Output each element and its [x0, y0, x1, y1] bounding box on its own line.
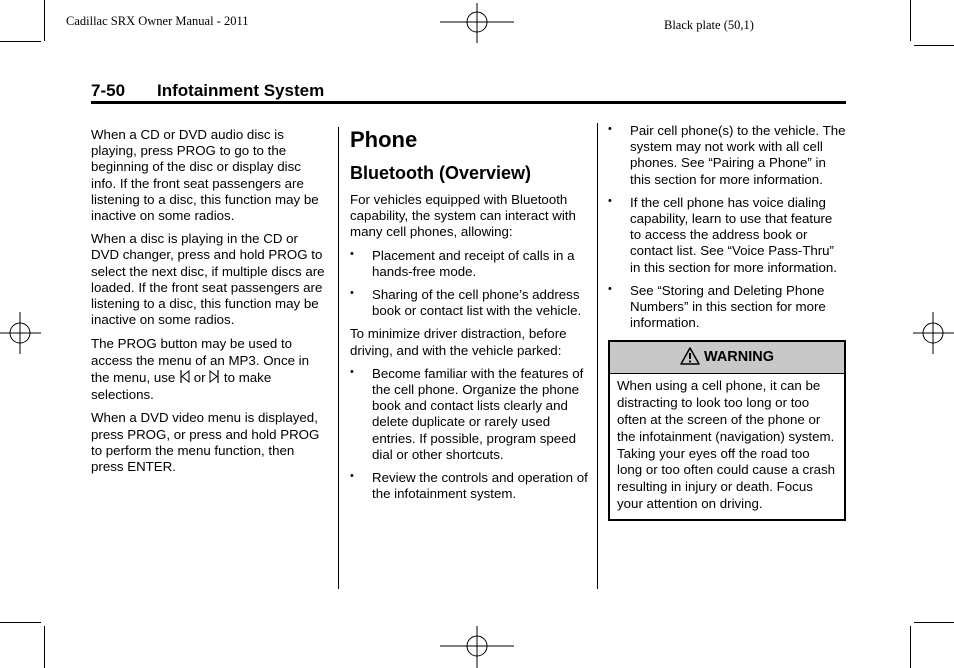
header-rule [91, 101, 846, 104]
bullet-list [350, 248, 590, 320]
phone-heading: Phone [350, 127, 418, 152]
plate-info: Black plate (50,1) [664, 18, 754, 32]
paragraph: When a CD or DVD audio disc is playing, press PROG to go to the beginning of the disc or display disc info. If the front seat passengers are listening to a disc, this function may be inactive on some radios. [91, 127, 319, 224]
warning-header [610, 342, 844, 374]
crop-mark-icon [910, 626, 911, 668]
paragraph: For vehicles equipped with Bluetooth capability, the system can interact with many cell phones, allowing: [350, 192, 576, 240]
bluetooth-heading: Bluetooth (Overview) [350, 163, 532, 183]
arrow-left-icon [179, 370, 190, 383]
crop-mark-icon [44, 0, 45, 41]
bullet-icon: • [608, 282, 612, 295]
crop-mark-icon [910, 0, 911, 41]
list-item: • Sharing of the cell phone’s address book or contact list with the vehicle. [350, 287, 582, 319]
list-item: • Review the controls and operation of the infotainment system. [350, 470, 588, 502]
column-2 [350, 127, 590, 509]
registration-target-icon [440, 626, 514, 668]
bullet-list [608, 123, 846, 331]
paragraph: The PROG button may be used to access the menu of an MP3. Once in the menu, use or to make selections. [91, 336, 310, 403]
section-heading [91, 81, 324, 101]
bullet-icon: • [350, 470, 354, 483]
crop-mark-icon [0, 41, 41, 42]
warning-text: When using a cell phone, it can be distracting to look too long or too often at the screen of the phone or the infotainment (navigation) system. Taking your eyes off the road too long or too often could cause a crash resulting in injury or death. Focus your attention on driving. [617, 378, 836, 512]
paragraph: To minimize driver distraction, before driving, and with the vehicle parked: [350, 326, 567, 358]
bullet-icon: • [608, 194, 612, 207]
section-title: Infotainment System [157, 81, 325, 100]
warning-triangle-icon [680, 347, 700, 365]
list-item: • Placement and receipt of calls in a hands-free mode. [350, 247, 575, 279]
manual-title: Cadillac SRX Owner Manual - 2011 [66, 14, 249, 28]
paragraph: When a DVD video menu is displayed, press PROG, or press and hold PROG to perform the menu function, then press ENTER. [91, 410, 320, 475]
list-item: • Become familiar with the features of the cell phone. Organize the phone book and contact lists clearly and delete duplicate or rarely used entries. If possible, program speed dial or other shortcuts. [350, 365, 584, 462]
crop-mark-icon [914, 622, 954, 623]
column-1 [91, 127, 329, 482]
bullet-icon: • [350, 247, 354, 260]
arrow-right-icon [209, 370, 220, 383]
column-divider [597, 123, 598, 589]
crop-mark-icon [0, 622, 41, 623]
bullet-icon: • [608, 123, 612, 135]
warning-box [608, 340, 846, 520]
registration-target-icon [440, 3, 514, 43]
paragraph: When a disc is playing in the CD or DVD changer, press and hold PROG to select the next disc, if multiple discs are loaded. If the front seat passengers are listening to a disc, this function may be inactive on some radios. [91, 231, 325, 328]
warning-title: WARNING [703, 349, 775, 366]
list-item: • Pair cell phone(s) to the vehicle. The system may not work with all cell phones. See “Pairing a Phone” in this section for more information. [608, 123, 846, 187]
list-item: • If the cell phone has voice dialing capability, learn to use that feature to access the address book or contact list. See “Voice Pass-Thru” in this section for more information. [608, 194, 837, 275]
bullet-icon: • [350, 365, 354, 378]
bullet-list [350, 366, 590, 503]
column-divider [338, 127, 339, 589]
list-item: • See “Storing and Deleting Phone Numbers” in this section for more information. [608, 282, 826, 331]
page-number: 7-50 [91, 81, 126, 100]
bullet-icon: • [350, 287, 354, 300]
registration-target-icon [0, 312, 41, 354]
registration-target-icon [913, 312, 954, 354]
column-3 [608, 123, 846, 521]
crop-mark-icon [914, 45, 954, 46]
crop-mark-icon [44, 626, 45, 668]
